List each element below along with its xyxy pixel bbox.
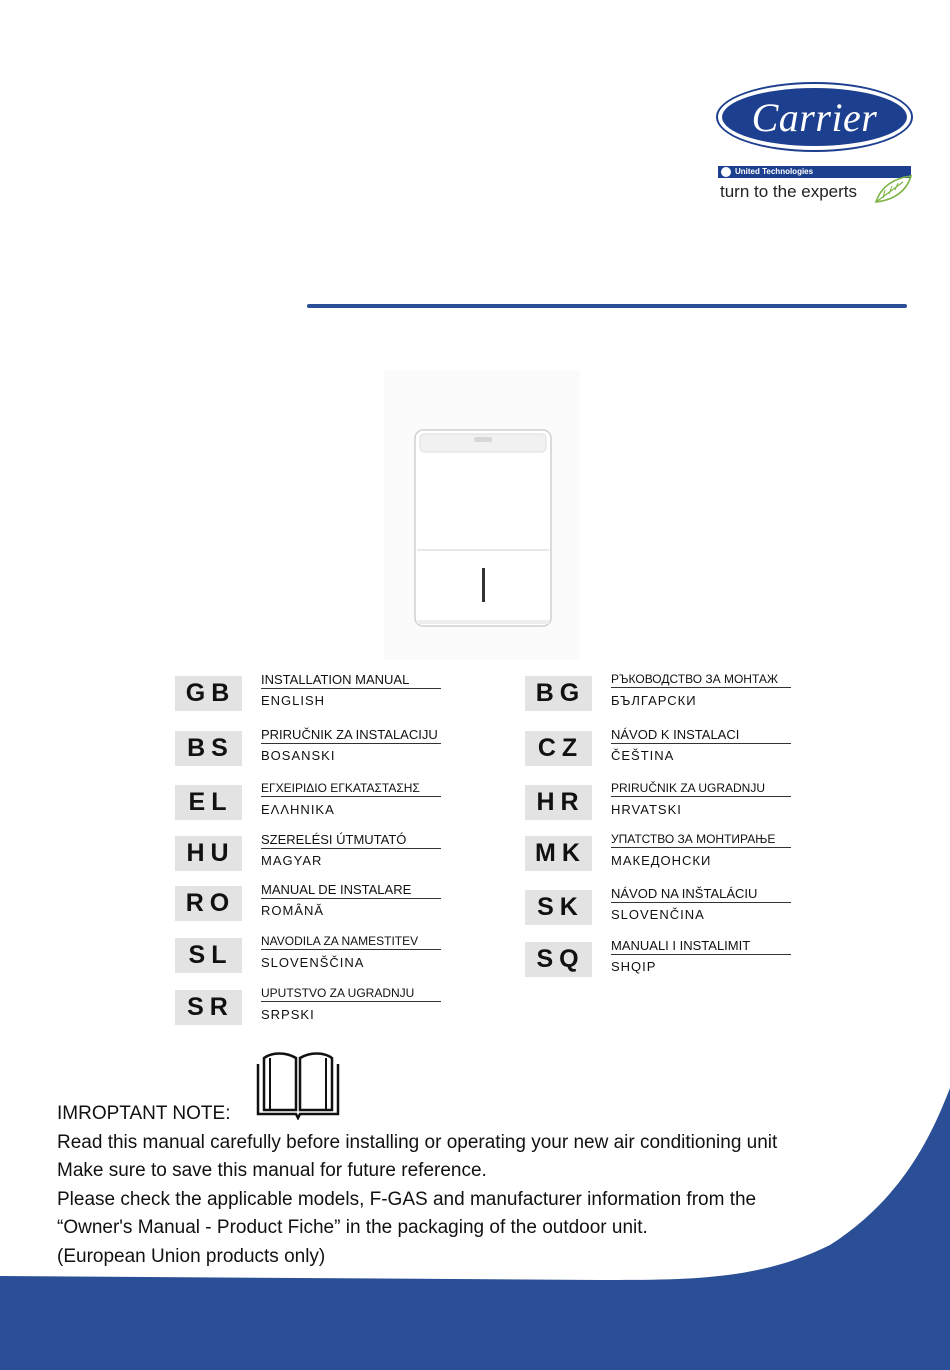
lang-title: PRIRUČNIK ZA UGRADNJU [611, 781, 791, 797]
logo-oval [716, 82, 913, 152]
lang-hu[interactable] [175, 832, 455, 876]
lang-cz[interactable] [525, 727, 805, 771]
lang-name: ROMÂNĂ [261, 903, 325, 918]
lang-ro[interactable] [175, 882, 455, 926]
lang-title: РЪКОВОДСТВО ЗА МОНТАЖ [611, 672, 791, 688]
lang-code: RO [175, 886, 242, 921]
note-line: Read this manual carefully before installing or operating your new air conditioning unit [57, 1131, 778, 1153]
leaf-icon [873, 174, 913, 204]
lang-name: SRPSKI [261, 1007, 315, 1022]
lang-name: ΕΛΛΗΝΙΚΑ [261, 802, 335, 817]
lang-title: NÁVOD K INSTALACI [611, 727, 791, 744]
lang-code: BS [175, 731, 242, 766]
lang-name: MAGYAR [261, 853, 323, 868]
lang-code: SL [175, 938, 242, 973]
lang-code: SQ [525, 942, 592, 977]
lang-el[interactable] [175, 781, 455, 825]
lang-code: GB [175, 676, 242, 711]
lang-mk[interactable] [525, 832, 805, 876]
lang-title: NAVODILA ZA NAMESTITEV [261, 934, 441, 950]
lang-bs[interactable] [175, 727, 455, 771]
lang-title: MANUALI I INSTALIMIT [611, 938, 791, 955]
product-image [384, 370, 580, 660]
lang-code: BG [525, 676, 592, 711]
logo-wordmark: Carrier [751, 94, 878, 140]
note-line: Please check the applicable models, F-GAS and manufacturer information from the [57, 1188, 757, 1210]
lang-name: ČEŠTINA [611, 748, 675, 763]
lang-code: SK [525, 890, 592, 925]
lang-title: SZERELÉSI ÚTMUTATÓ [261, 832, 441, 849]
lang-title: INSTALLATION MANUAL [261, 672, 441, 689]
united-technologies-icon [721, 167, 731, 177]
header-rule [307, 304, 907, 308]
lang-code: MK [525, 836, 592, 871]
lang-name: БЪЛГАРСКИ [611, 693, 697, 708]
lang-name: SLOVENČINA [611, 907, 705, 922]
lang-name: HRVATSKI [611, 802, 682, 817]
lang-title: ΕΓΧΕΙΡΙΔΙΟ ΕΓΚΑΤΑΣΤΑΣΗΣ [261, 781, 441, 797]
important-note [57, 1100, 777, 1272]
note-heading: IMROPTANT NOTE: [57, 1103, 231, 1124]
lang-title: УПАТСТВО ЗА МОНТИРАЊЕ [611, 832, 791, 848]
lang-name: ENGLISH [261, 693, 326, 708]
lang-title: UPUTSTVO ZA UGRADNJU [261, 986, 441, 1002]
lang-title: MANUAL DE INSTALARE [261, 882, 441, 899]
lang-code: HU [175, 836, 242, 871]
lang-gb[interactable] [175, 672, 455, 716]
lang-name: SHQIP [611, 959, 657, 974]
lang-code: CZ [525, 731, 592, 766]
lang-sq[interactable] [525, 938, 805, 982]
lang-name: МАКЕДОНСКИ [611, 853, 712, 868]
parent-company-name: United Technologies [735, 167, 814, 176]
lang-code: EL [175, 785, 242, 820]
lang-code: SR [175, 990, 242, 1025]
lang-sk[interactable] [525, 886, 805, 930]
lang-sl[interactable] [175, 934, 455, 978]
lang-title: PRIRUČNIK ZA INSTALACIJU [261, 727, 441, 744]
lang-sr[interactable] [175, 986, 455, 1030]
note-line: Make sure to save this manual for future reference. [57, 1160, 487, 1182]
lang-hr[interactable] [525, 781, 805, 825]
lang-code: HR [525, 785, 592, 820]
tagline: turn to the experts [720, 182, 858, 201]
note-line: “Owner's Manual - Product Fiche” in the packaging of the outdoor unit. [57, 1217, 648, 1239]
lang-title: NÁVOD NA INŠTALÁCIU [611, 886, 791, 903]
lang-name: SLOVENŠČINA [261, 955, 365, 970]
carrier-logo [716, 82, 913, 210]
lang-name: BOSANSKI [261, 748, 336, 763]
note-line: (European Union products only) [57, 1245, 326, 1267]
lang-bg[interactable] [525, 672, 805, 716]
